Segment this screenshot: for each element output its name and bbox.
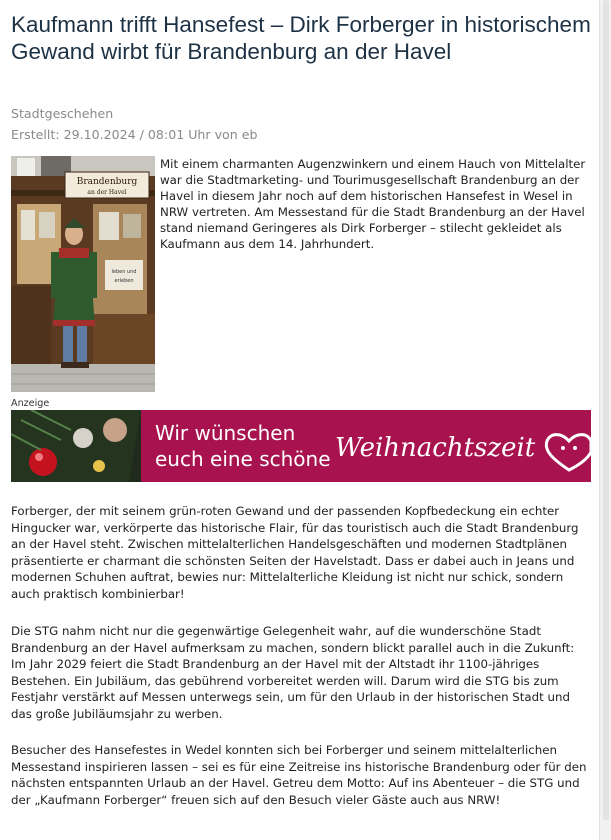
ad-banner[interactable] [11, 410, 591, 482]
article-paragraph: Forberger, der mit seinem grün-roten Gewand und der passenden Kopfbedeckung ein echter Hingucker war, verkörperte das historische Flair, für das touristisch auch die Stadt Brandenburg an der Havel steht. Zwischen mittelalterlichen Handelsgeschäften und modernen Stadtplänen präsentierte er charmant die schönsten Seiten der Havelstadt. Dass er dabei auch in Jeans und modernen Schuhen auftrat, bewies nur: Mittelalterliche Kleidung ist nicht nur schick, sondern auch praktisch kombinierbar! [11, 504, 579, 601]
article-title: Kaufmann trifft Hansefest – Dirk Forberger in historischem Gewand wirbt für Brandenburg an der Havel [11, 12, 591, 64]
vertical-scrollbar[interactable] [601, 0, 611, 840]
booth-poster-line2: erleben [114, 278, 134, 284]
article-photo[interactable] [11, 156, 155, 392]
article-intro: Mit einem charmanten Augenzwinkern und einem Hauch von Mittelalter war die Stadtmarketing- und Tourimusgesellschaft Brandenburg an der Havel in diesem Jahr noch auf dem historischen Hansefest in Wesel in NRW vertreten. Am Messestand für die Stadt Brandenburg an der Havel stand niemand Geringeres als Dirk Forberger – stilecht gekleidet als Kaufmann aus dem 14. Jahrhundert. [160, 157, 586, 252]
booth-sign-line1: Brandenburg [76, 177, 138, 187]
booth-poster-line1: leben und [111, 269, 137, 275]
ad-line1: Wir wünschen [155, 421, 296, 445]
article-category[interactable]: Stadtgeschehen [11, 106, 114, 121]
scrollbar-thumb[interactable] [603, 0, 609, 820]
ad-script-text: Weihnachtszeit [335, 433, 536, 463]
ad-label: Anzeige [11, 398, 50, 409]
article-paragraph: Die STG nahm nicht nur die gegenwärtige Gelegenheit wahr, auf die wunderschöne Stadt Brandenburg an der Havel aufmerksam zu machen, sondern blickt parallel auch in die Zukunft: Im Jahr 2029 feiert die Stadt Brandenburg an der Havel mit der Altstadt ihr 1100-jähriges Bestehen. Ein Jubiläum, das gebührend vorbereitet werden will. Darum wird die STG bis zum Festjahr verstärkt auf Messen unterwegs sein, um für den Urlaub in der historischen Stadt und das große Jubiläumsjahr zu werben. [11, 624, 575, 721]
article-meta: Erstellt: 29.10.2024 / 08:01 Uhr von eb [11, 127, 258, 142]
article-paragraph: Besucher des Hansefestes in Wedel konnten sich bei Forberger und seinem mittelalterlichen Messestand inspirieren lassen – sei es für eine Zeitreise ins historische Brandenburg oder für den nächsten entspannten Urlaub an der Havel. Getreu dem Motto: Auf ins Abenteuer – die STG und der „Kaufmann Forberger“ freuen sich auf den Besuch vieler Gäste auch aus NRW! [11, 743, 587, 807]
ad-line2: euch eine schöne [155, 447, 331, 471]
booth-sign-line2: an der Havel [87, 189, 127, 196]
